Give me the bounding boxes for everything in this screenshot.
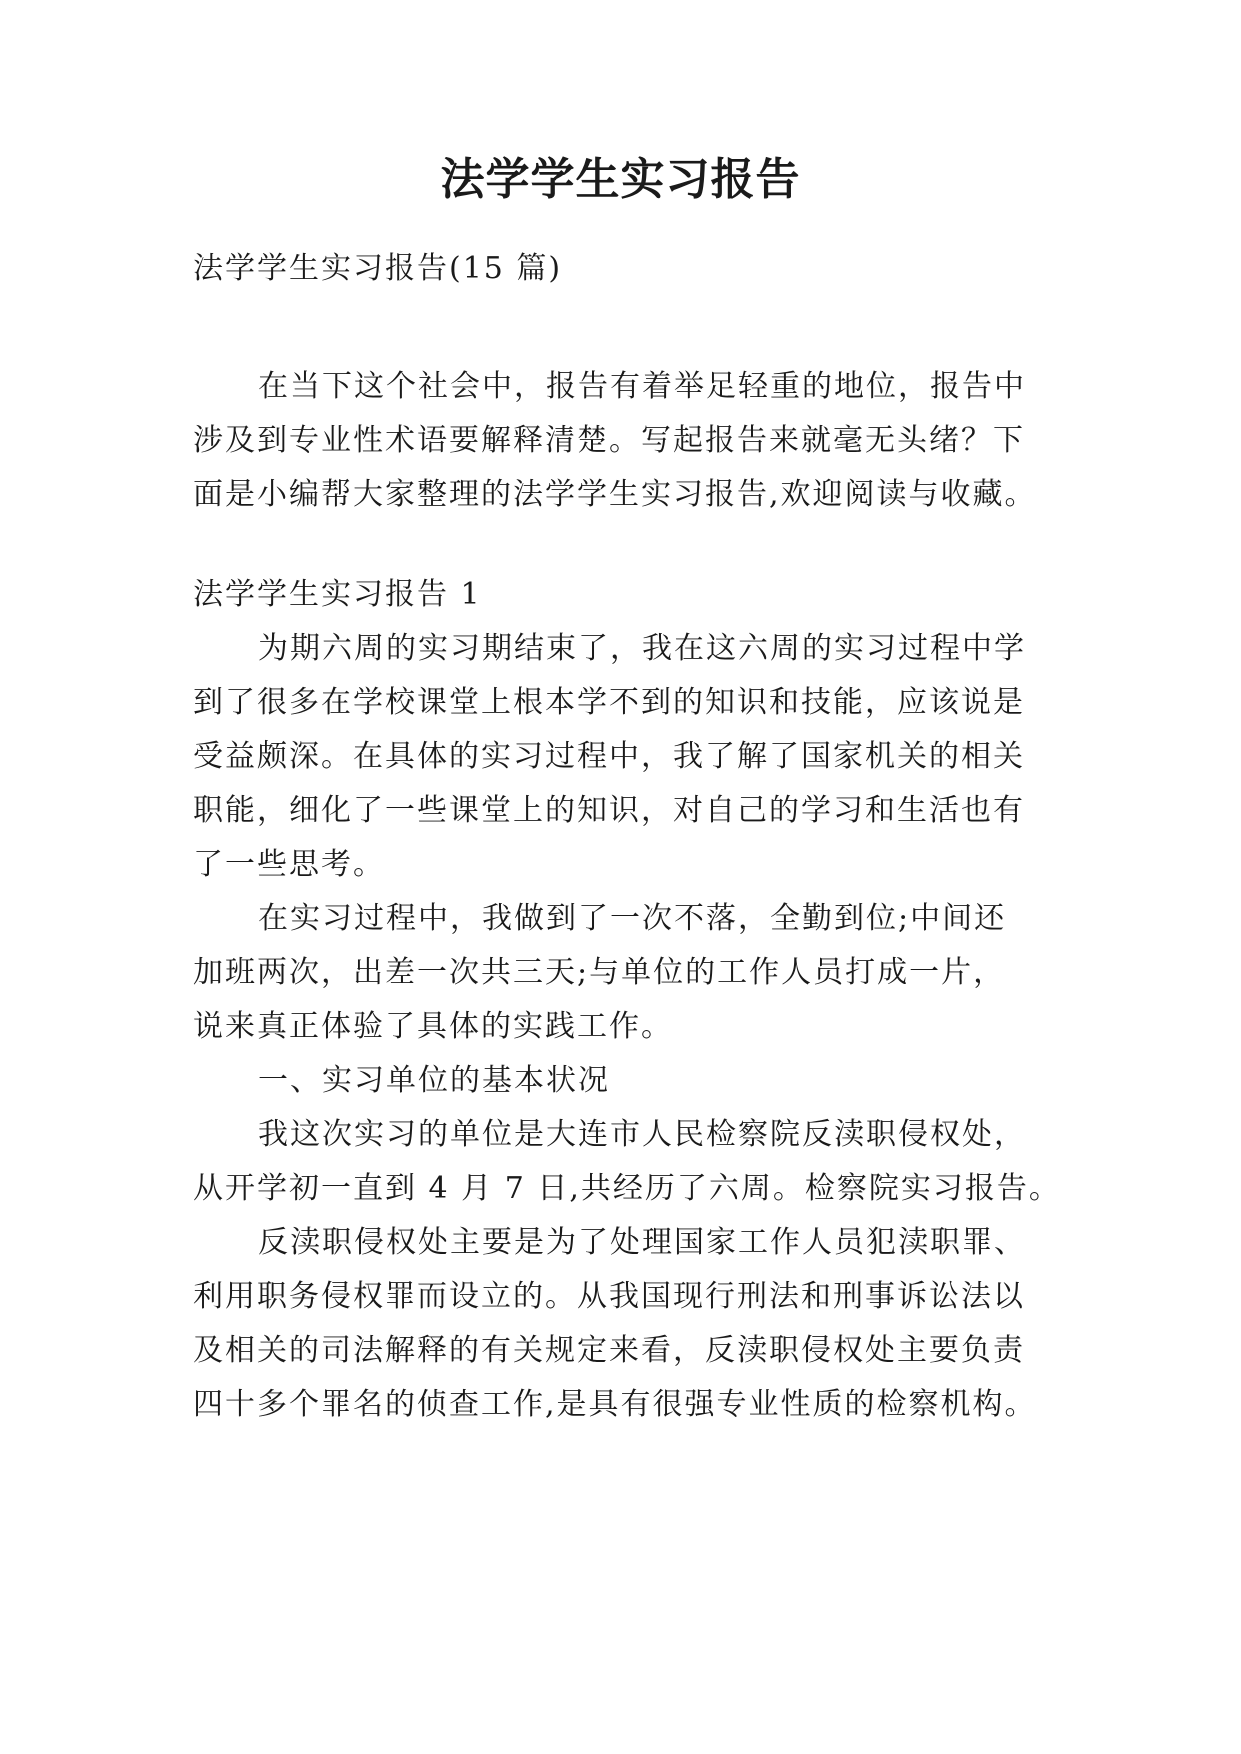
paragraph-line: 反渎职侵权处主要是为了处理国家工作人员犯渎职罪、 — [258, 1225, 1026, 1260]
paragraph-line: 说来真正体验了具体的实践工作。 — [193, 1009, 673, 1044]
paragraph-4 — [193, 1216, 1063, 1432]
intro-line: 涉及到专业性术语要解释清楚。写起报告来就毫无头绪？下 — [193, 423, 1025, 458]
paragraph-line: 及相关的司法解释的有关规定来看，反渎职侵权处主要负责 — [193, 1333, 1025, 1368]
document-subtitle — [193, 242, 1063, 296]
paragraph-2 — [193, 892, 1063, 1054]
paragraph-line: 从开学初一直到 4 月 7 日,共经历了六周。检察院实习报告。 — [193, 1171, 1061, 1206]
intro-line: 面是小编帮大家整理的法学学生实习报告,欢迎阅读与收藏。 — [193, 477, 1037, 512]
paragraph-3 — [193, 1108, 1063, 1216]
paragraph-line: 到了很多在学校课堂上根本学不到的知识和技能，应该说是 — [193, 685, 1025, 720]
section-heading-line: 法学学生实习报告 1 — [193, 577, 482, 612]
intro-line: 在当下这个社会中，报告有着举足轻重的地位，报告中 — [258, 369, 1026, 404]
paragraph-1 — [193, 622, 1063, 892]
paragraph-line: 四十多个罪名的侦查工作,是具有很强专业性质的检察机构。 — [193, 1387, 1037, 1422]
subtitle-line: 法学学生实习报告(15 篇) — [193, 251, 563, 286]
paragraph-line: 了一些思考。 — [193, 847, 385, 882]
paragraph-line: 为期六周的实习期结束了，我在这六周的实习过程中学 — [258, 631, 1026, 666]
paragraph-line: 我这次实习的单位是大连市人民检察院反渎职侵权处， — [258, 1117, 1026, 1152]
subheading-line: 一、实习单位的基本状况 — [258, 1063, 610, 1098]
intro-paragraph — [193, 360, 1063, 522]
paragraph-line: 职能，细化了一些课堂上的知识，对自己的学习和生活也有 — [193, 793, 1025, 828]
document-title: 法学学生实习报告 — [440, 154, 801, 205]
paragraph-line: 加班两次，出差一次共三天;与单位的工作人员打成一片， — [193, 955, 1006, 990]
subheading-1 — [193, 1054, 1063, 1108]
paragraph-line: 利用职务侵权罪而设立的。从我国现行刑法和刑事诉讼法以 — [193, 1279, 1025, 1314]
paragraph-line: 受益颇深。在具体的实习过程中，我了解了国家机关的相关 — [193, 739, 1025, 774]
section-heading — [193, 568, 1063, 622]
paragraph-line: 在实习过程中，我做到了一次不落，全勤到位;中间还 — [258, 901, 1007, 936]
